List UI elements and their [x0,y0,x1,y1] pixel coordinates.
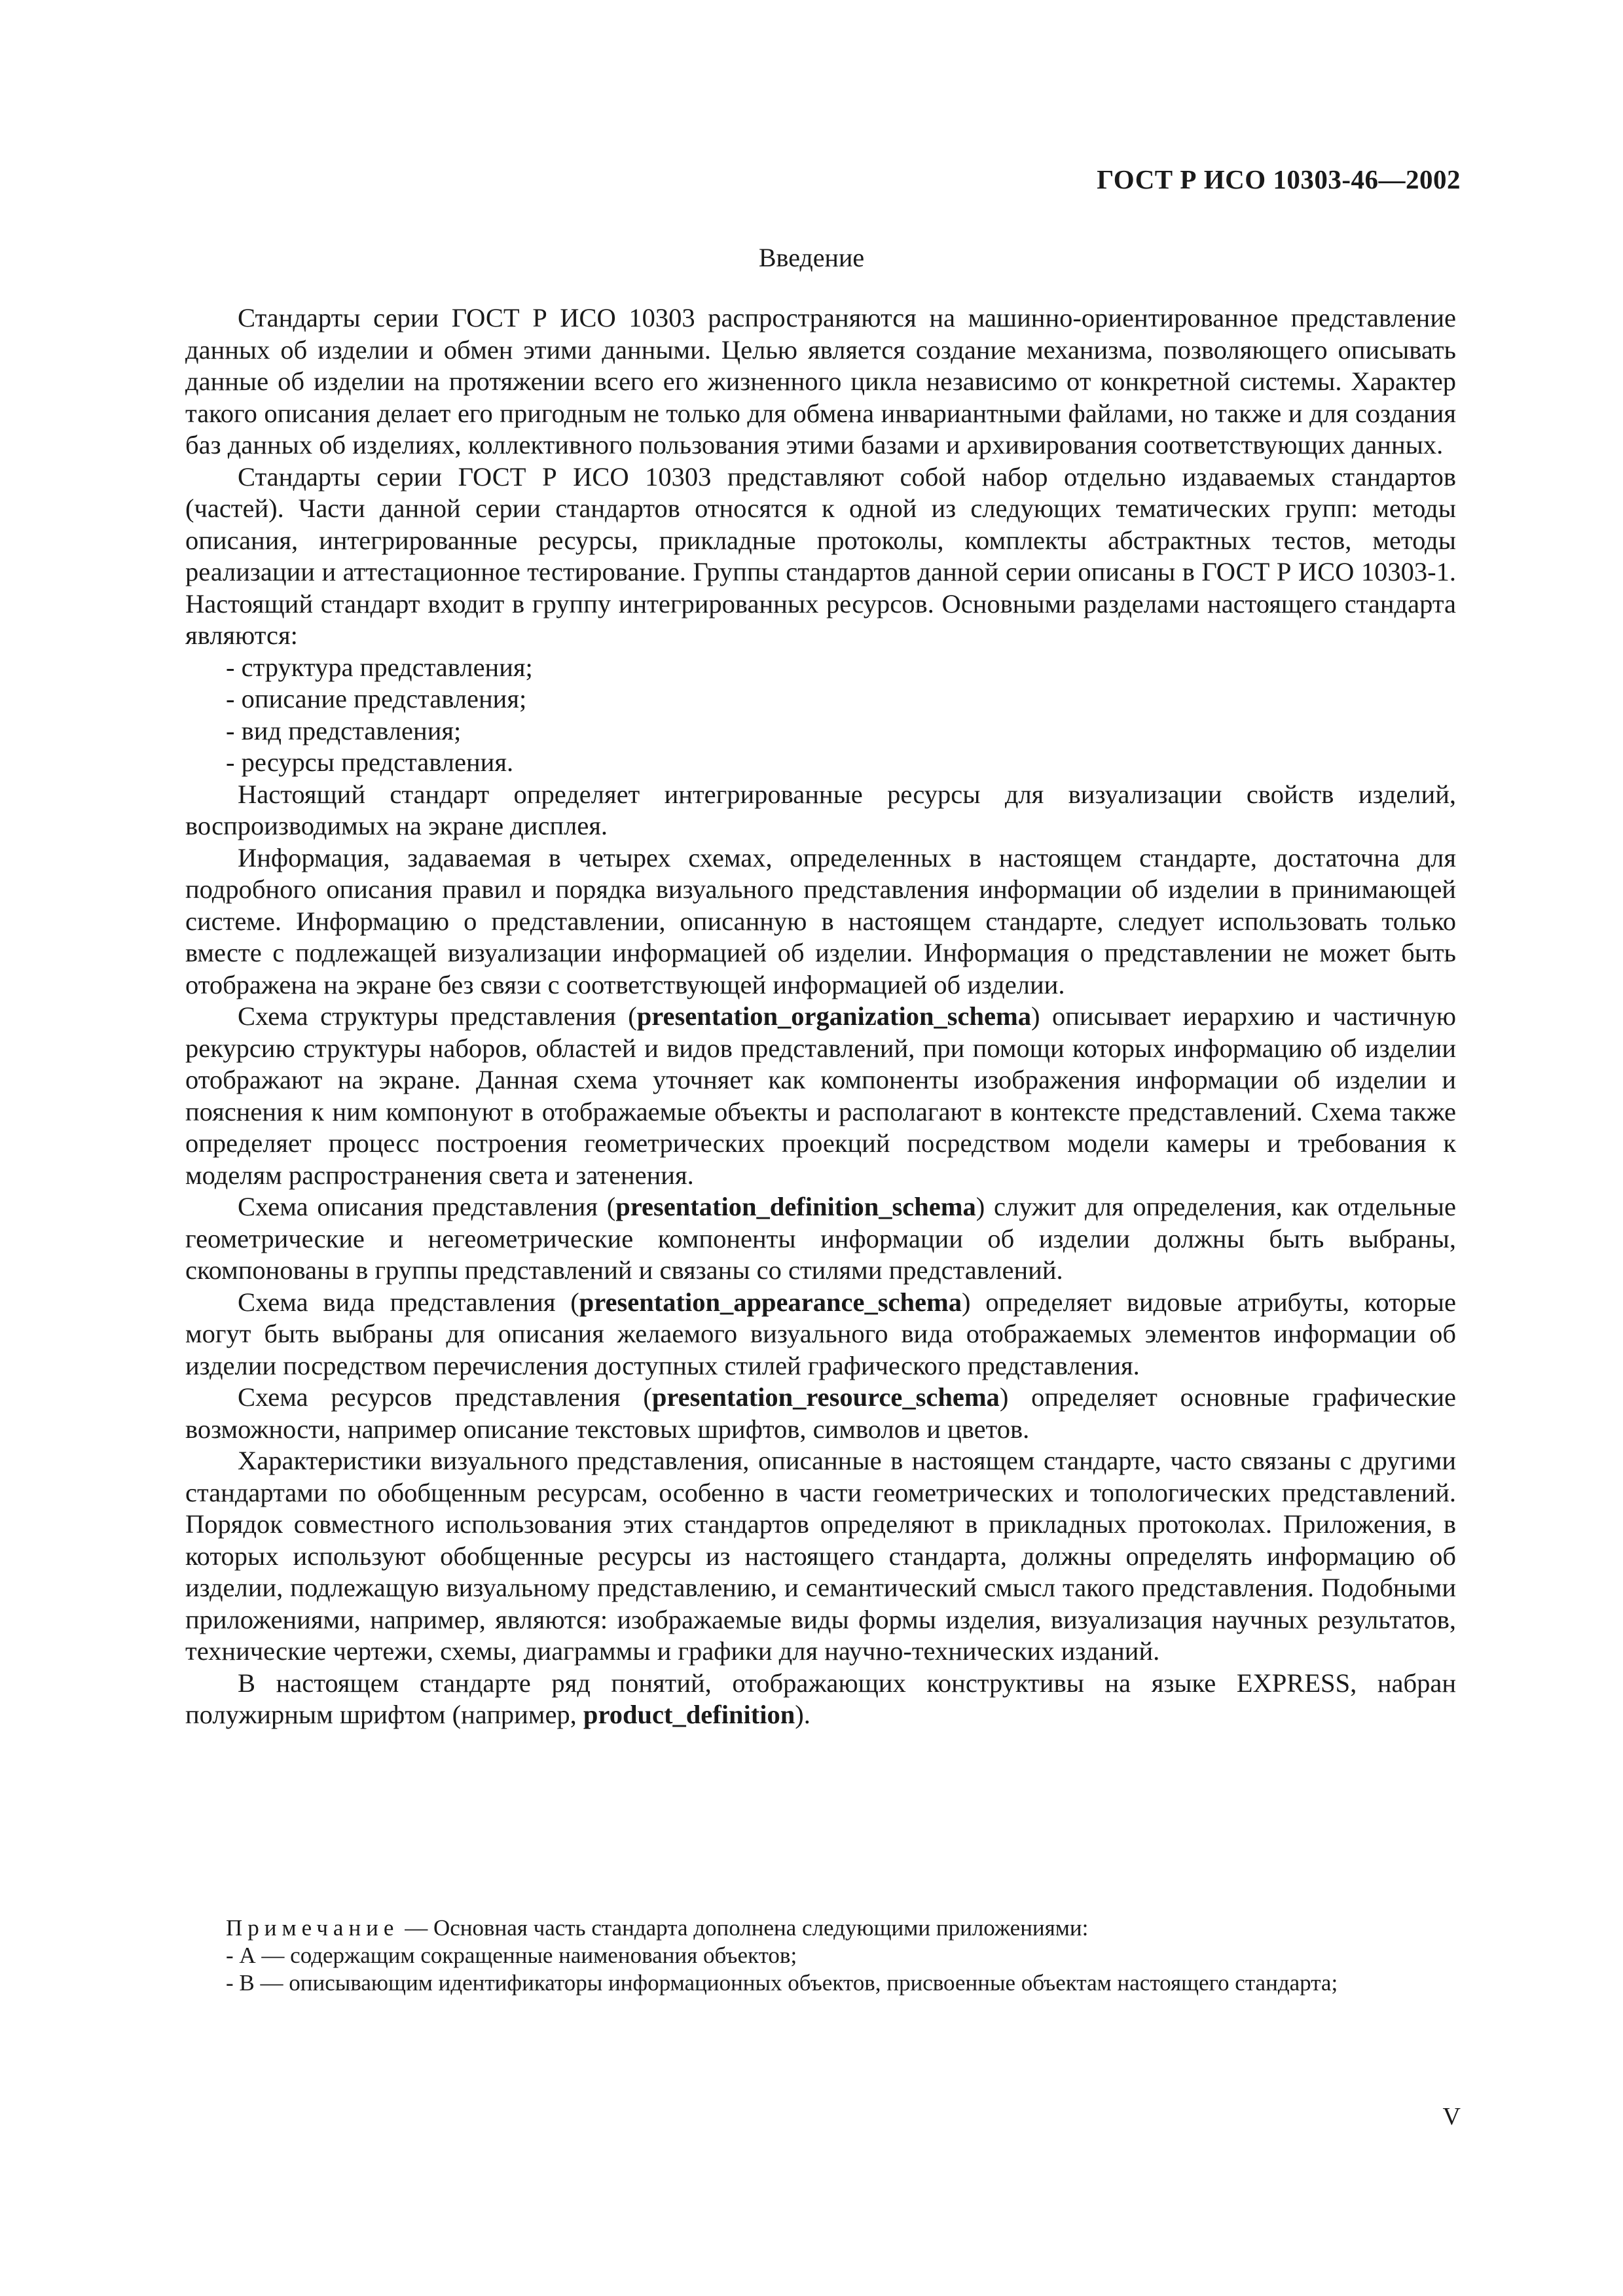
list-item-description: - описание представления; [226,684,527,713]
list-item-structure: - структура представления; [226,652,533,682]
section-title: Введение [758,243,865,272]
paragraph-resource-schema [185,1382,1456,1445]
paragraph-appearance-schema [185,1287,1456,1382]
document-number-header: ГОСТ Р ИСО 10303-46—2002 [1097,164,1461,194]
paragraph-definition-schema [185,1191,1456,1287]
paragraph-organization-schema [185,1001,1456,1191]
note-item-annex-b: - В — описывающим идентификаторы информационных объектов, присвоенные объектам настоящего стандарта; [226,1970,1338,1996]
paragraph-4: Информация, задаваемая в четырех схемах, определенных в настоящем стандарте, достаточна для подробного описания правил и порядка визуального представления информации об изделии в принимающей системе. Информацию о представлении, описанную в настоящем стандарте, следует использовать только вместе с подлежащей визуализации информацией об изделии. Информация о представлении не может быть отображена на экране без связи с соответствующей информацией об изделии. [185,842,1456,999]
paragraph-10-text-b: ). [795,1700,811,1729]
schema-name-definition: presentation_definition_schema [615,1192,976,1221]
introduction-body [185,302,1456,1731]
note-block [185,1914,1456,1997]
example-product-definition: product_definition [583,1700,795,1729]
paragraph-express-notation [185,1668,1456,1731]
paragraph-2: Стандарты серии ГОСТ Р ИСО 10303 представляют собой набор отдельно издаваемых стандартов (частей). Части данной серии стандартов относятся к одной из следующих тематических групп: методы описания, интегрированные ресурсы, прикладные протоколы, комплекты абстрактных тестов, методы реализации и аттестационное тестирование. Группы стандартов данной серии описаны в ГОСТ Р ИСО 10303-1. Настоящий стандарт входит в группу интегрированных ресурсов. Основными разделами настоящего стандарта являются: [185,461,1456,650]
schema-name-appearance: presentation_appearance_schema [579,1287,962,1317]
paragraph-9: Характеристики визуального представления, описанные в настоящем стандарте, часто связаны с другими стандартами по обобщенным ресурсам, особенно в части геометрических и топологических представлений. Порядок совместного использования этих стандартов определяют в прикладных протоколах. Приложения, в которых используют обобщенные ресурсы из настоящего стандарта, должны определять информацию об изделии, подлежащую визуальному представлению, и семантический смысл такого представления. Подобными приложениями, например, являются: изображаемые виды формы изделия, визуализация научных результатов, технические чертежи, схемы, диаграммы и графики для научно-технических изданий. [185,1446,1456,1666]
paragraph-8-text-a: Схема ресурсов представления ( [238,1382,652,1412]
paragraph-10-text-a: В настоящем стандарте ряд понятий, отображающих конструктивы на языке EXPRESS, набран полужирным шрифтом (например, [185,1668,1456,1729]
paragraph-5-text-a: Схема структуры представления ( [238,1001,637,1031]
note-intro [185,1914,1456,1942]
paragraph-7-text-b: ) определяет видовые атрибуты, которые могут быть выбраны для описания желаемого визуального вида отображаемых элементов информации об изделии посредством перечисления доступных стилей графического представления. [185,1287,1456,1380]
list-item-resources: - ресурсы представления. [226,747,514,777]
page-number: V [1442,2103,1461,2130]
paragraph-6-text-b: ) служит для определения, как отдельные геометрические и негеометрические компоненты информации об изделии должны быть выбраны, скомпонованы в группы представлений и связаны со стилями представлений. [185,1192,1456,1285]
note-label: Примечание [226,1915,399,1941]
paragraph-5-text-b: ) описывает иерархию и частичную рекурсию структуры наборов, областей и видов представлений, при помощи которых информацию об изделии отображают на экране. Данная схема уточняет как компоненты изображения информации об изделии и пояснения к ним компонуют в отображаемые объекты и располагают в контексте представлений. Схема также определяет процесс построения геометрических проекций посредством модели камеры и требования к моделям распространения света и затенения. [185,1001,1456,1190]
schema-name-organization: presentation_organization_schema [636,1001,1031,1031]
paragraph-1: Стандарты серии ГОСТ Р ИСО 10303 распространяются на машинно-ориентированное представление данных об изделии и обмен этими данными. Целью является создание механизма, позволяющего описывать данные об изделии на протяжении всего его жизненного цикла независимо от конкретной системы. Характер такого описания делает его пригодным не только для обмена инвариантными файлами, но также и для создания баз данных об изделиях, коллективного пользования этими базами и архивирования соответствующих данных. [185,303,1456,459]
schema-name-resource: presentation_resource_schema [651,1382,1000,1412]
paragraph-7-text-a: Схема вида представления ( [238,1287,579,1317]
list-item-appearance: - вид представления; [226,715,462,745]
note-intro-text: — Основная часть стандарта дополнена следующими приложениями: [399,1915,1089,1941]
paragraph-6-text-a: Схема описания представления ( [238,1192,616,1221]
note-item-annex-a: - А — содержащим сокращенные наименования объектов; [226,1943,797,1968]
paragraph-8-text-b: ) определяет основные графические возможности, например описание текстовых шрифтов, символов и цветов. [185,1382,1456,1444]
paragraph-3: Настоящий стандарт определяет интегрированные ресурсы для визуализации свойств изделий, воспроизводимых на экране дисплея. [185,779,1456,840]
